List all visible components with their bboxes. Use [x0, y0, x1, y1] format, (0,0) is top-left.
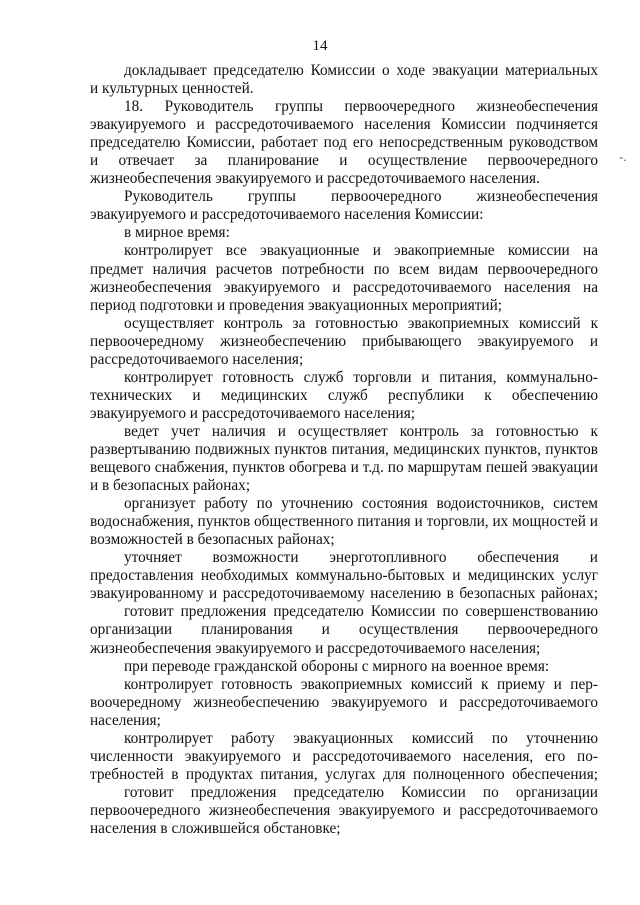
- text-line: первоочередному жизнеобеспечению прибывающего эвакуируемого и: [90, 332, 598, 350]
- text-line: жизнеобеспечения эвакуируемого и рассредоточиваемого населения на: [90, 278, 598, 296]
- text-line: вещевого снабжения, пунктов обогрева и т.д. по маршрутам пешей эвакуации: [90, 459, 598, 477]
- text-line: предоставления необходимых коммунально-бытовых и медицинских услуг: [90, 567, 598, 585]
- text-line: осуществляет контроль за готовностью эвакоприемных комиссий к: [124, 314, 598, 332]
- text-line: председателю Комиссии, работает под его непосредственным руководством: [90, 134, 598, 152]
- text-line: населения;: [90, 711, 161, 729]
- margin-mark-icon: -.: [619, 149, 627, 164]
- text-line: населения в сложившейся обстановке;: [90, 819, 341, 837]
- text-line: жизнеобеспечения эвакуируемого и рассредоточиваемого населения;: [90, 639, 541, 657]
- text-line: контролирует все эвакуационные и эвакоприемные комиссии на: [124, 242, 598, 260]
- text-line: контролирует готовность эвакоприемных комиссий к приему и пер-: [124, 675, 598, 693]
- text-line: организации планирования и осуществления первоочередного: [90, 621, 598, 639]
- text-line: период подготовки и проведения эвакуационных мероприятий;: [90, 296, 503, 314]
- text-line: жизнеобеспечения эвакуируемого и рассредоточиваемого населения.: [90, 170, 540, 188]
- text-line: 18. Руководитель группы первоочередного жизнеобеспечения: [124, 98, 598, 116]
- text-line: контролирует работу эвакуационных комиссий по уточнению: [124, 729, 598, 747]
- text-line: возможностей в безопасных районах;: [90, 531, 335, 549]
- text-line: эвакуируемого и рассредоточиваемого населения Комиссии подчиняется: [90, 116, 598, 134]
- text-line: требностей в продуктах питания, услугах для полноценного обеспечения;: [90, 765, 598, 783]
- text-line: водоснабжения, пунктов общественного питания и торговли, их мощностей и: [90, 513, 598, 531]
- text-line: ведет учет наличия и осуществляет контроль за готовностью к: [124, 422, 598, 440]
- text-line: технических и медицинских служб республики к обеспечению: [90, 386, 598, 404]
- text-line: организует работу по уточнению состояния водоисточников, систем: [124, 495, 598, 513]
- text-line: эвакуированному и рассредоточиваемому населению в безопасных районах;: [90, 585, 598, 603]
- text-line: и отвечает за планирование и осуществление первоочередного: [90, 152, 598, 170]
- text-line: контролирует готовность служб торговли и питания, коммунально-: [124, 368, 598, 386]
- text-line: и культурных ценностей.: [90, 80, 254, 98]
- text-line: первоочередного жизнеобеспечения эвакуируемого и рассредоточиваемого: [90, 801, 598, 819]
- text-line: готовит предложения председателю Комиссии по организации: [124, 783, 598, 801]
- page-number: 14: [312, 38, 328, 54]
- text-line: предмет наличия расчетов потребности по всем видам первоочередного: [90, 260, 598, 278]
- text-line: при переводе гражданской обороны с мирного на военное время:: [124, 657, 550, 675]
- text-line: готовит предложения председателю Комиссии по совершенствованию: [124, 603, 598, 621]
- text-line: воочередному жизнеобеспечению эвакуируемого и рассредоточиваемого: [90, 693, 598, 711]
- text-line: численности эвакуируемого и рассредоточиваемого населения, его по-: [90, 747, 598, 765]
- text-line: рассредоточиваемого населения;: [90, 350, 304, 368]
- text-line: в мирное время:: [124, 224, 230, 242]
- text-line: уточняет возможности энерготопливного обеспечения и: [124, 549, 598, 567]
- body-text: [90, 62, 598, 838]
- text-line: развертыванию подвижных пунктов питания, медицинских пунктов, пунктов: [90, 440, 598, 458]
- text-line: Руководитель группы первоочередного жизнеобеспечения: [124, 188, 598, 206]
- text-line: докладывает председателю Комиссии о ходе эвакуации материальных: [124, 62, 598, 79]
- text-line: эвакуируемого и рассредоточиваемого населения;: [90, 404, 416, 422]
- text-line: и в безопасных районах;: [90, 477, 251, 495]
- text-line: эвакуируемого и рассредоточиваемого населения Комиссии:: [90, 206, 484, 224]
